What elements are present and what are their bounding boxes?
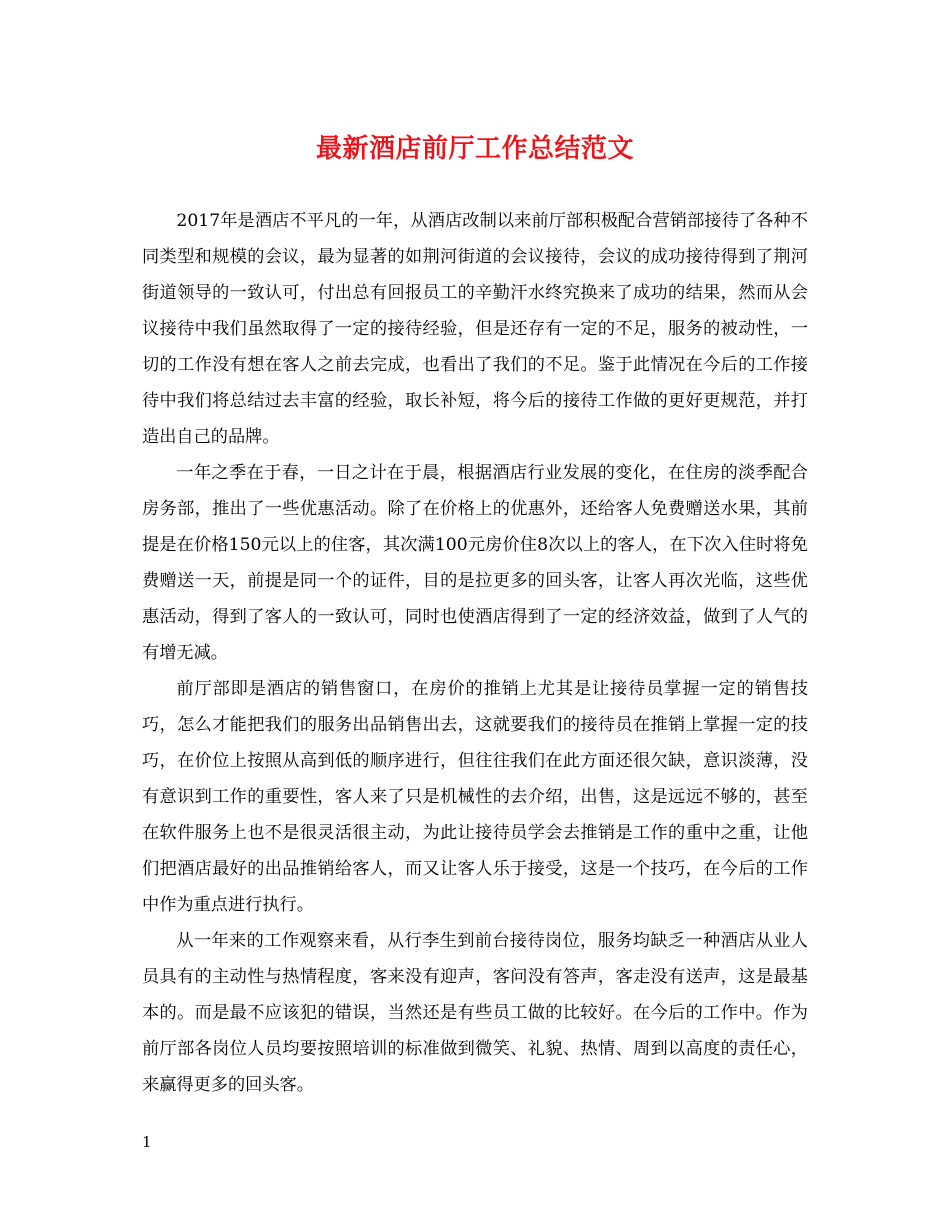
page-number: 1: [142, 1133, 152, 1151]
document-body: [142, 203, 808, 1103]
body-paragraph-2: 一年之季在于春，一日之计在于晨，根据酒店行业发展的变化，在住房的淡季配合房务部，推出了一些优惠活动。除了在价格上的优惠外，还给客人免费赠送水果，其前提是在价格150元以上的住客，其次满100元房价住8次以上的客人，在下次入住时将免费赠送一天，前提是同一个的证件，目的是拉更多的回头客，让客人再次光临，这些优惠活动，得到了客人的一致认可，同时也使酒店得到了一定的经济效益，做到了人气的有增无减。: [142, 463, 808, 663]
body-paragraph-3: 前厅部即是酒店的销售窗口，在房价的推销上尤其是让接待员掌握一定的销售技巧，怎么才能把我们的服务出品销售出去，这就要我们的接待员在推销上掌握一定的技巧，在价位上按照从高到低的顺序进行，但往往我们在此方面还很欠缺，意识淡薄，没有意识到工作的重要性，客人来了只是机械性的去介绍，出售，这是远远不够的，甚至在软件服务上也不是很灵活很主动，为此让接待员学会去推销是工作的重中之重，让他们把酒店最好的出品推销给客人，而又让客人乐于接受，这是一个技巧，在今后的工作中作为重点进行执行。: [142, 679, 808, 915]
body-paragraph-4: 从一年来的工作观察来看，从行李生到前台接待岗位，服务均缺乏一种酒店从业人员具有的主动性与热情程度，客来没有迎声，客问没有答声，客走没有送声，这是最基本的。而是最不应该犯的错误，当然还是有些员工做的比较好。在今后的工作中。作为前厅部各岗位人员均要按照培训的标准做到微笑、礼貌、热情、周到以高度的责任心，来赢得更多的回头客。: [142, 931, 808, 1095]
document-title: 最新酒店前厅工作总结范文: [315, 134, 634, 164]
body-paragraph-1: 2017年是酒店不平凡的一年，从酒店改制以来前厅部积极配合营销部接待了各种不同类型和规模的会议，最为显著的如荆河街道的会议接待，会议的成功接待得到了荆河街道领导的一致认可，付出总有回报员工的辛勤汗水终究换来了成功的结果，然而从会议接待中我们虽然取得了一定的接待经验，但是还存有一定的不足，服务的被动性，一切的工作没有想在客人之前去完成，也看出了我们的不足。鉴于此情况在今后的工作接待中我们将总结过去丰富的经验，取长补短，将今后的接待工作做的更好更规范，并打造出自己的品牌。: [142, 211, 808, 447]
